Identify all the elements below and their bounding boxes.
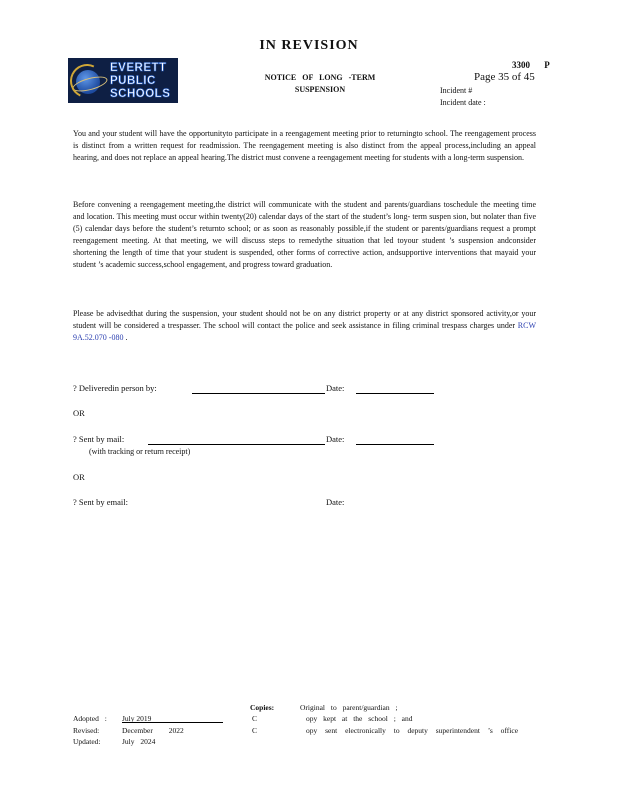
delivered-by-line[interactable]: [192, 393, 325, 394]
incident-number-label: Incident #: [440, 86, 473, 95]
date-label: Date:: [326, 383, 345, 393]
adopted-underline: [122, 722, 223, 723]
updated-date: July 2024: [122, 737, 156, 746]
adopted-date: July 2019: [122, 714, 152, 723]
logo-word-1: EVERETT: [110, 62, 167, 74]
paragraph-reengagement-opportunity: You and your student will have the opportunityto participate in a reengagement meeting prior to returningto school. The reengagement process is distinct from a written request for readmission. The reengagement meeting is also distinct from the appeal process,including an appeal hearing, and does not replace an appeal hearing.The district must convene a reengagement meeting for students with a long-term suspension.: [73, 129, 536, 162]
copies-label: Copies:: [250, 703, 275, 712]
date-label: Date:: [326, 497, 345, 507]
paragraph-meeting-scheduling: Before convening a reengagement meeting,the district will communicate with the student and parents/guardians toschedule the meeting time and location. This meeting must occur within twenty(20) calendar days of the start of the student’s long- term suspen sion, but nolater than five (5) calendar days before the student’s returnto school; or as soon as reasonably possible,if the student or parents/guardians request a prompt reengagement meeting. At that meeting, we will discuss steps to remedythe situation that led toyour student ’s suspension andconsider shortening the length of time that your student is suspended, other forms of corrective action, andsupportive interventions that mayaid your student ’s academic success,school engagement, and progress toward graduation.: [73, 200, 536, 269]
mail-line[interactable]: [148, 444, 325, 445]
date-label: Date:: [326, 434, 345, 444]
swoosh-icon: [68, 59, 109, 103]
sent-by-mail-label: ? Sent by mail:: [73, 434, 125, 444]
everett-public-schools-logo: [68, 58, 178, 103]
or-separator: OR: [73, 472, 85, 482]
copy-kept-marker: C: [252, 714, 258, 723]
rcw-citation: RCW 9A.52.070 -080: [73, 321, 537, 342]
copy-sent-electronically: opy sent electronically to deputy superintendent ’s office: [306, 726, 519, 735]
notice-heading-line1: NOTICE OF LONG -TERM: [264, 73, 376, 82]
document-title: IN REVISION: [259, 38, 359, 53]
updated-label: Updated:: [73, 737, 101, 746]
date-line[interactable]: [356, 444, 434, 445]
logo-word-3: SCHOOLS: [110, 88, 171, 100]
or-separator: OR: [73, 408, 85, 418]
policy-number: 3300 P: [512, 60, 550, 70]
mail-tracking-note: (with tracking or return receipt): [89, 447, 191, 456]
page-indicator: Page 35 of 45: [474, 71, 535, 83]
trespass-end: .: [125, 333, 128, 342]
paragraph-trespass-notice: [73, 308, 536, 344]
revised-date: December 2022: [122, 726, 184, 735]
revised-label: Revised:: [73, 726, 100, 735]
trespass-text: Please be advisedthat during the suspension, your student should not be on any district property or at any district sponsored activity,or your student will be considered a trespasser. The school will contact the police and seek assistance in filing criminal trespass charges under: [73, 309, 536, 330]
notice-heading: [240, 72, 400, 96]
adopted-label: Adopted :: [73, 714, 107, 723]
delivered-in-person-label: ? Deliveredin person by:: [73, 383, 157, 393]
date-line[interactable]: [356, 393, 434, 394]
incident-date-label: Incident date :: [440, 98, 486, 107]
copy-sent-marker: C: [252, 726, 258, 735]
notice-heading-line2: SUSPENSION: [294, 85, 346, 94]
copy-kept: opy kept at the school ; and: [306, 714, 413, 723]
copy-original: Original to parent/guardian ;: [300, 703, 398, 712]
logo-word-2: PUBLIC: [110, 75, 156, 87]
sent-by-email-label: ? Sent by email:: [73, 497, 129, 507]
